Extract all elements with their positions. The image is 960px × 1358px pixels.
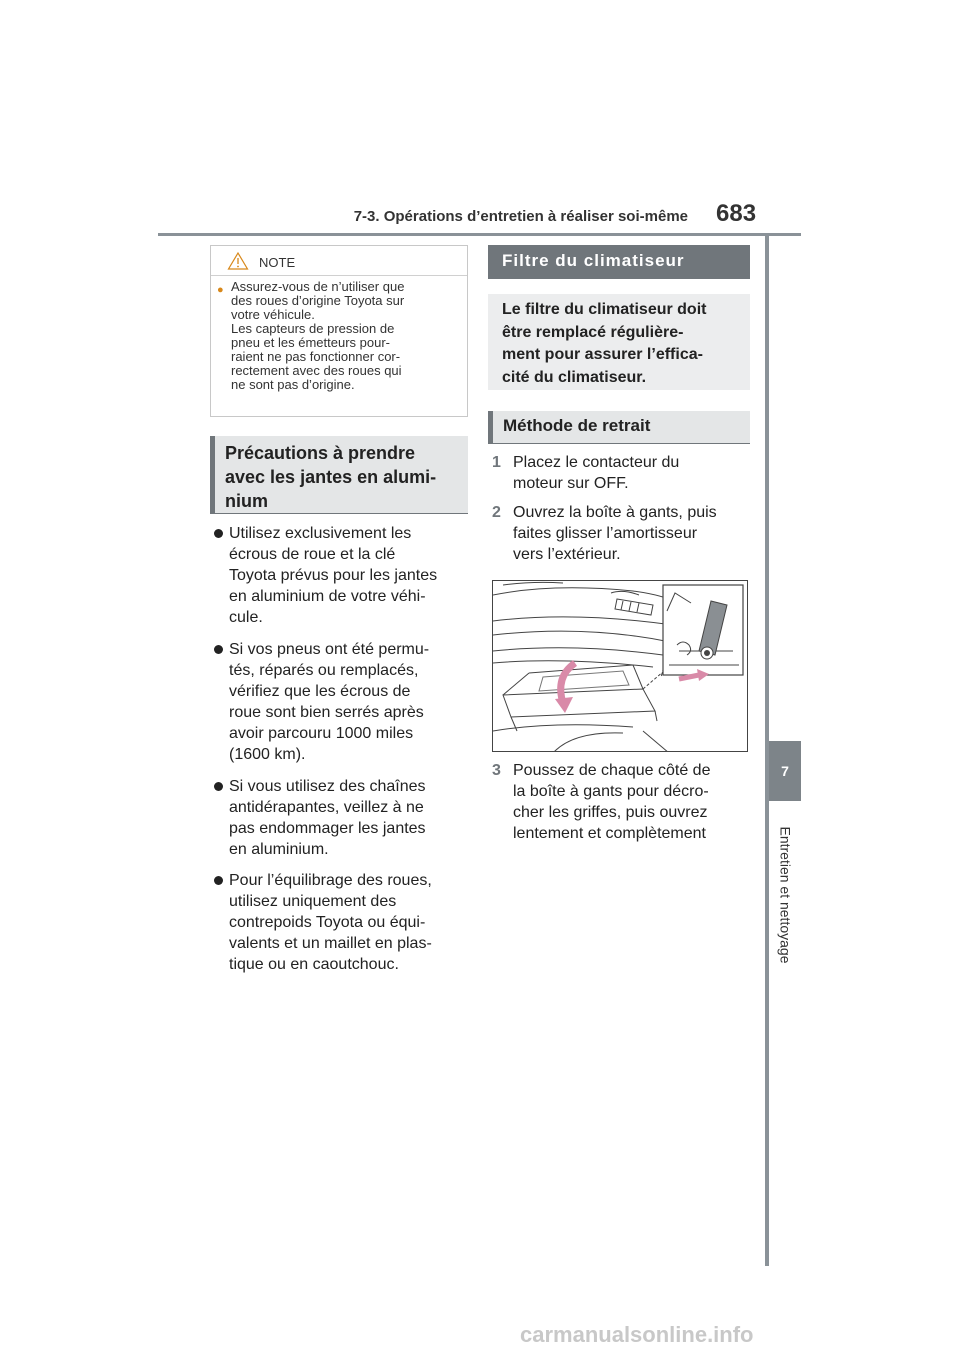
filter-intro-box [488,294,750,390]
note-box [210,245,468,417]
warning-icon [227,251,249,271]
header-divider [158,233,801,236]
aluminium-section-title: Précautions à prendre avec les jantes en alumi- nium [225,443,437,511]
section-title: 7-3. Opérations d’entretien à réaliser soi-même [353,208,688,225]
bullet-icon [214,876,223,885]
filter-section-header [488,245,750,279]
step-text: Placez le contacteur du moteur sur OFF. [513,454,680,492]
step-text: Ouvrez la boîte à gants, puis faites glisser l’amortisseur vers l’extérieur. [513,504,717,563]
method-section-header [488,411,750,444]
method-section-title: Méthode de retrait [503,416,651,435]
step-text: Poussez de chaque côté de la boîte à gants pour décro- cher les griffes, puis ouvrez lentement et complètement [513,762,711,842]
note-bullet-icon: ● [217,284,224,296]
chapter-tab [769,741,801,801]
note-header [211,246,467,276]
chapter-title: Entretien et nettoyage [777,826,793,964]
chapter-label [769,815,801,975]
chapter-number: 7 [781,763,789,779]
bullet-icon [214,529,223,538]
glove-box-drawing [493,581,748,752]
filter-intro-text: Le filtre du climatiseur doit être remplacé régulière- ment pour assurer l’effica- cité du climatiseur. [502,301,707,386]
aluminium-section-header [210,436,468,514]
glove-box-illustration [492,580,748,752]
step-number: 2 [492,504,501,521]
filter-section-title: Filtre du climatiseur [502,251,685,270]
step-number: 3 [492,762,501,779]
note-label: NOTE [259,255,296,270]
watermark: carmanualsonline.info [520,1322,754,1347]
step-number: 1 [492,454,501,471]
bullet-icon [214,782,223,791]
note-text: Assurez-vous de n’utiliser que des roues d’origine Toyota sur votre véhicule. Les capteurs de pression de pneu et les émetteurs pour- raient ne pas fonctionner cor- rectement avec des roues qui ne sont pas d’origine. [231,279,405,392]
page-number: 683 [716,200,757,227]
bullet-icon [214,645,223,654]
